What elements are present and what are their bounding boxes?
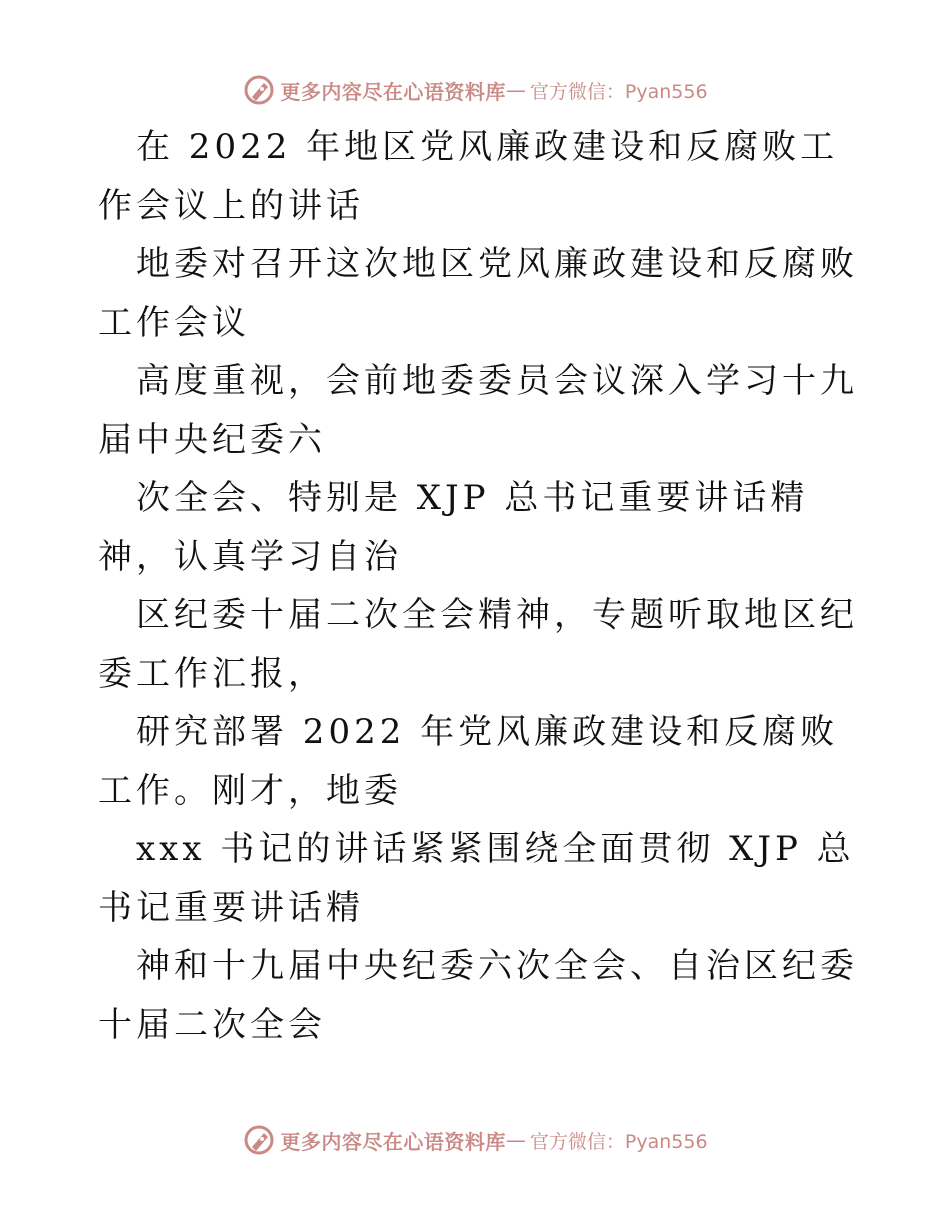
watermark-wechat-text: 官方微信：Pyan556 — [529, 1130, 708, 1153]
header-watermark — [0, 70, 950, 110]
pen-nib-logo-icon — [242, 73, 276, 107]
watermark-wechat-text: 官方微信：Pyan556 — [529, 80, 708, 103]
paragraph: 区纪委十届二次全会精神，专题听取地区纪委工作汇报， — [98, 595, 858, 694]
watermark-brand-text: 更多内容尽在心语资料库 — [280, 79, 506, 104]
paragraph: 研究部署 2022 年党风廉政建设和反腐败工作。刚才，地委 — [98, 712, 839, 811]
footer-watermark — [0, 1120, 950, 1160]
paragraph: 地委对召开这次地区党风廉政建设和反腐败工作会议 — [98, 244, 858, 343]
paragraph: 次全会、特别是 XJP 总书记重要讲话精神，认真学习自治 — [98, 478, 809, 577]
watermark-brand-text: 更多内容尽在心语资料库 — [280, 1129, 506, 1154]
document-body — [98, 118, 858, 1054]
paragraph: 在 2022 年地区党风廉政建设和反腐败工作会议上的讲话 — [98, 127, 839, 226]
watermark-separator: — — [505, 1128, 526, 1152]
paragraph: xxx 书记的讲话紧紧围绕全面贯彻 XJP 总书记重要讲话精 — [98, 829, 855, 928]
watermark-separator: — — [505, 78, 526, 102]
paragraph: 神和十九届中央纪委六次全会、自治区纪委十届二次全会 — [98, 946, 858, 1045]
pen-nib-logo-icon — [242, 1123, 276, 1157]
paragraph: 高度重视，会前地委委员会议深入学习十九届中央纪委六 — [98, 361, 858, 460]
